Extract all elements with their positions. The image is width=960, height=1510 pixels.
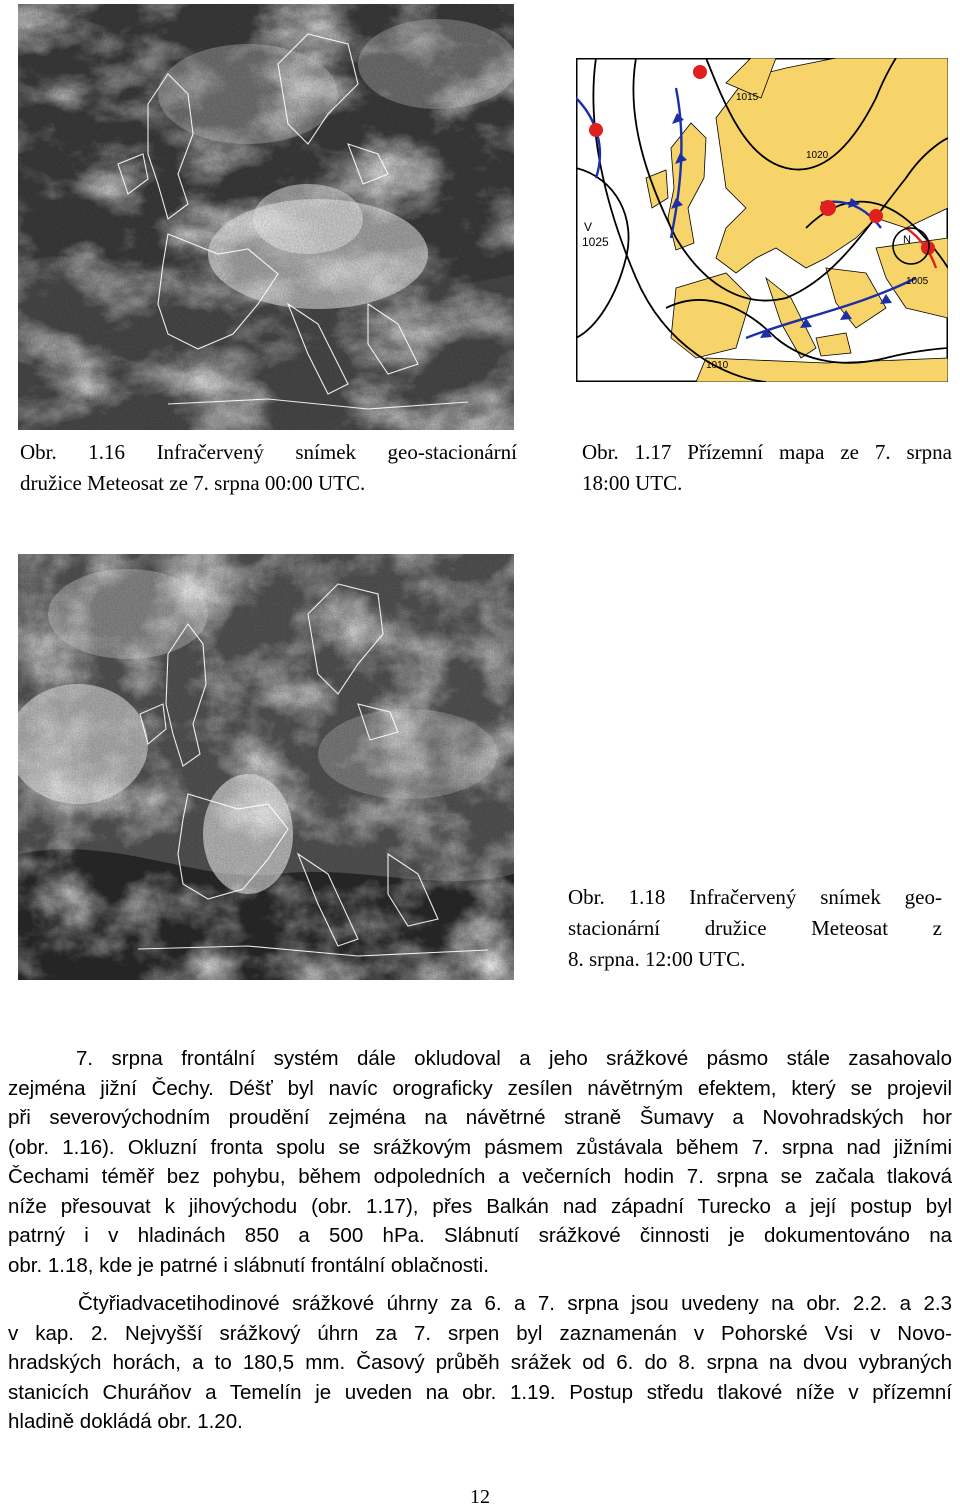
isobar-label: 1010 <box>706 360 729 371</box>
paragraph-line: (obr. 1.16). Okluzní fronta spolu se srážkovým pásmem zůstávala během 7. srpna nad jižními <box>8 1135 952 1159</box>
isobar-label: 1020 <box>806 150 829 161</box>
caption-line: Obr. 1.18 Infračervený snímek geo- <box>568 885 942 909</box>
figure-caption-1-17 <box>582 437 952 499</box>
paragraph-line: při severovýchodním proudění zejména na návětrné straně Šumavy a Novohradských hor <box>8 1106 952 1129</box>
figure-caption-1-18 <box>568 882 942 975</box>
satellite-image-1-16 <box>18 4 514 430</box>
paragraph-line: zejména jižní Čechy. Déšť byl navíc orograficky zesílen návětrným efektem, který se projevil <box>8 1076 952 1100</box>
caption-line: Obr. 1.17 Přízemní mapa ze 7. srpna <box>582 440 952 464</box>
paragraph-line: níže přesouvat k jihovýchodu (obr. 1.17), přes Balkán nad západní Turecko a její postup byl <box>8 1194 952 1218</box>
isobar-label: 1005 <box>906 276 929 287</box>
surface-map-1-17 <box>576 58 948 382</box>
caption-line: Obr. 1.16 Infračervený snímek geo-stacionární <box>20 440 517 464</box>
caption-line: 18:00 UTC. <box>582 471 683 495</box>
high-pressure-value: 1025 <box>582 235 609 249</box>
paragraph-line: hladině dokládá obr. 1.20. <box>8 1410 243 1433</box>
paragraph-line: obr. 1.18, kde je patrné i slábnutí frontální oblačnosti. <box>8 1253 489 1277</box>
paragraph-line: 7. srpna frontální systém dále okludoval a jeho srážkové pásmo stále zasahovalo <box>76 1047 952 1070</box>
body-paragraph-1 <box>8 1044 952 1280</box>
caption-line: 8. srpna. 12:00 UTC. <box>568 947 746 971</box>
paragraph-line: Čechami téměř bez pohybu, během odpoledních a večerních hodin 7. srpna se začala tlaková <box>8 1165 952 1188</box>
isobar-label: 1015 <box>736 92 759 103</box>
figure-caption-1-16 <box>20 437 517 499</box>
body-paragraph-2 <box>8 1289 952 1437</box>
page-number: 12 <box>470 1486 490 1508</box>
paragraph-line: Čtyřiadvacetihodinové srážkové úhrny za 6. a 7. srpna jsou uvedeny na obr. 2.2. a 2.3 <box>78 1292 952 1315</box>
high-pressure-label: V <box>584 220 593 234</box>
paragraph-line: hradských horách, a to 180,5 mm. Časový průběh srážek od 6. do 8. srpna na dvou vybraných <box>8 1351 952 1374</box>
paragraph-line: v kap. 2. Nejvyšší srážkový úhrn za 7. srpen byl zaznamenán v Pohorské Vsi v Novo- <box>8 1321 952 1345</box>
satellite-image-1-18 <box>18 554 514 980</box>
paragraph-line: stanicích Churáňov a Temelín je uveden na obr. 1.19. Postup středu tlakové níže v přízemní <box>8 1380 952 1404</box>
caption-line: stacionární družice Meteosat z <box>568 916 942 940</box>
low-pressure-label: N <box>903 234 911 246</box>
caption-line: družice Meteosat ze 7. srpna 00:00 UTC. <box>20 471 366 495</box>
paragraph-line: patrný i v hladinách 850 a 500 hPa. Slábnutí srážkové činnosti je dokumentováno na <box>8 1224 952 1247</box>
